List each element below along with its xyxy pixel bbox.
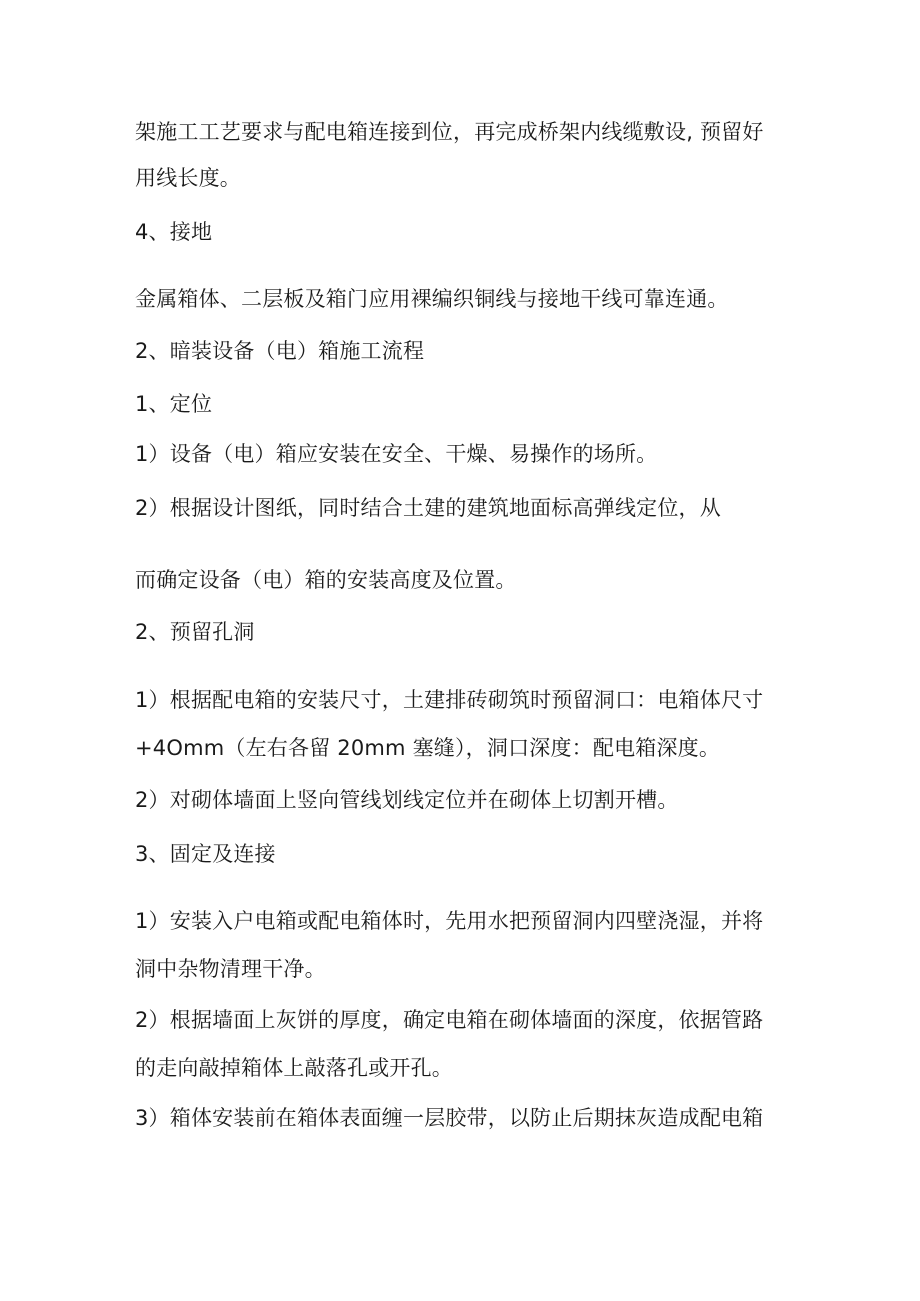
text-line: +4Omm（左右各留 20mm 塞缝），洞口深度：配电箱深度。 xyxy=(135,736,721,760)
text-line: 1）安装入户电箱或配电箱体时，先用水把预留洞内四壁浇湿，并将 xyxy=(135,909,764,933)
text-line: 2）根据墙面上灰饼的厚度，确定电箱在砌体墙面的深度，依据管路 xyxy=(135,1008,764,1032)
text-line: 的走向敲掉箱体上敲落孔或开孔。 xyxy=(135,1056,453,1080)
text-line: 2）对砌体墙面上竖向管线划线定位并在砌体上切割开槽。 xyxy=(135,788,679,812)
text-line: 用线长度。 xyxy=(135,166,241,190)
section-heading: 2、预留孔洞 xyxy=(135,620,255,644)
text-line: 架施工工艺要求与配电箱连接到位，再完成桥架内线缆敷设, 预留好 xyxy=(135,120,764,144)
text-line: 1）设备（电）箱应安装在安全、干燥、易操作的场所。 xyxy=(135,442,658,466)
section-heading: 2、暗装设备（电）箱施工流程 xyxy=(135,339,425,363)
text-line: 而确定设备（电）箱的安装高度及位置。 xyxy=(135,568,517,592)
section-heading: 4、接地 xyxy=(135,220,213,244)
section-heading: 1、定位 xyxy=(135,392,213,416)
text-line: 1）根据配电箱的安装尺寸，土建排砖砌筑时预留洞口：电箱体尺寸 xyxy=(135,688,764,712)
section-heading: 3、固定及连接 xyxy=(135,842,276,866)
text-line: 洞中杂物清理干净。 xyxy=(135,957,326,981)
text-line: 2）根据设计图纸，同时结合土建的建筑地面标高弹线定位，从 xyxy=(135,496,721,520)
text-line: 金属箱体、二层板及箱门应用裸编织铜线与接地干线可靠连通。 xyxy=(135,287,729,311)
text-line: 3）箱体安装前在箱体表面缠一层胶带，以防止后期抹灰造成配电箱 xyxy=(135,1106,764,1130)
